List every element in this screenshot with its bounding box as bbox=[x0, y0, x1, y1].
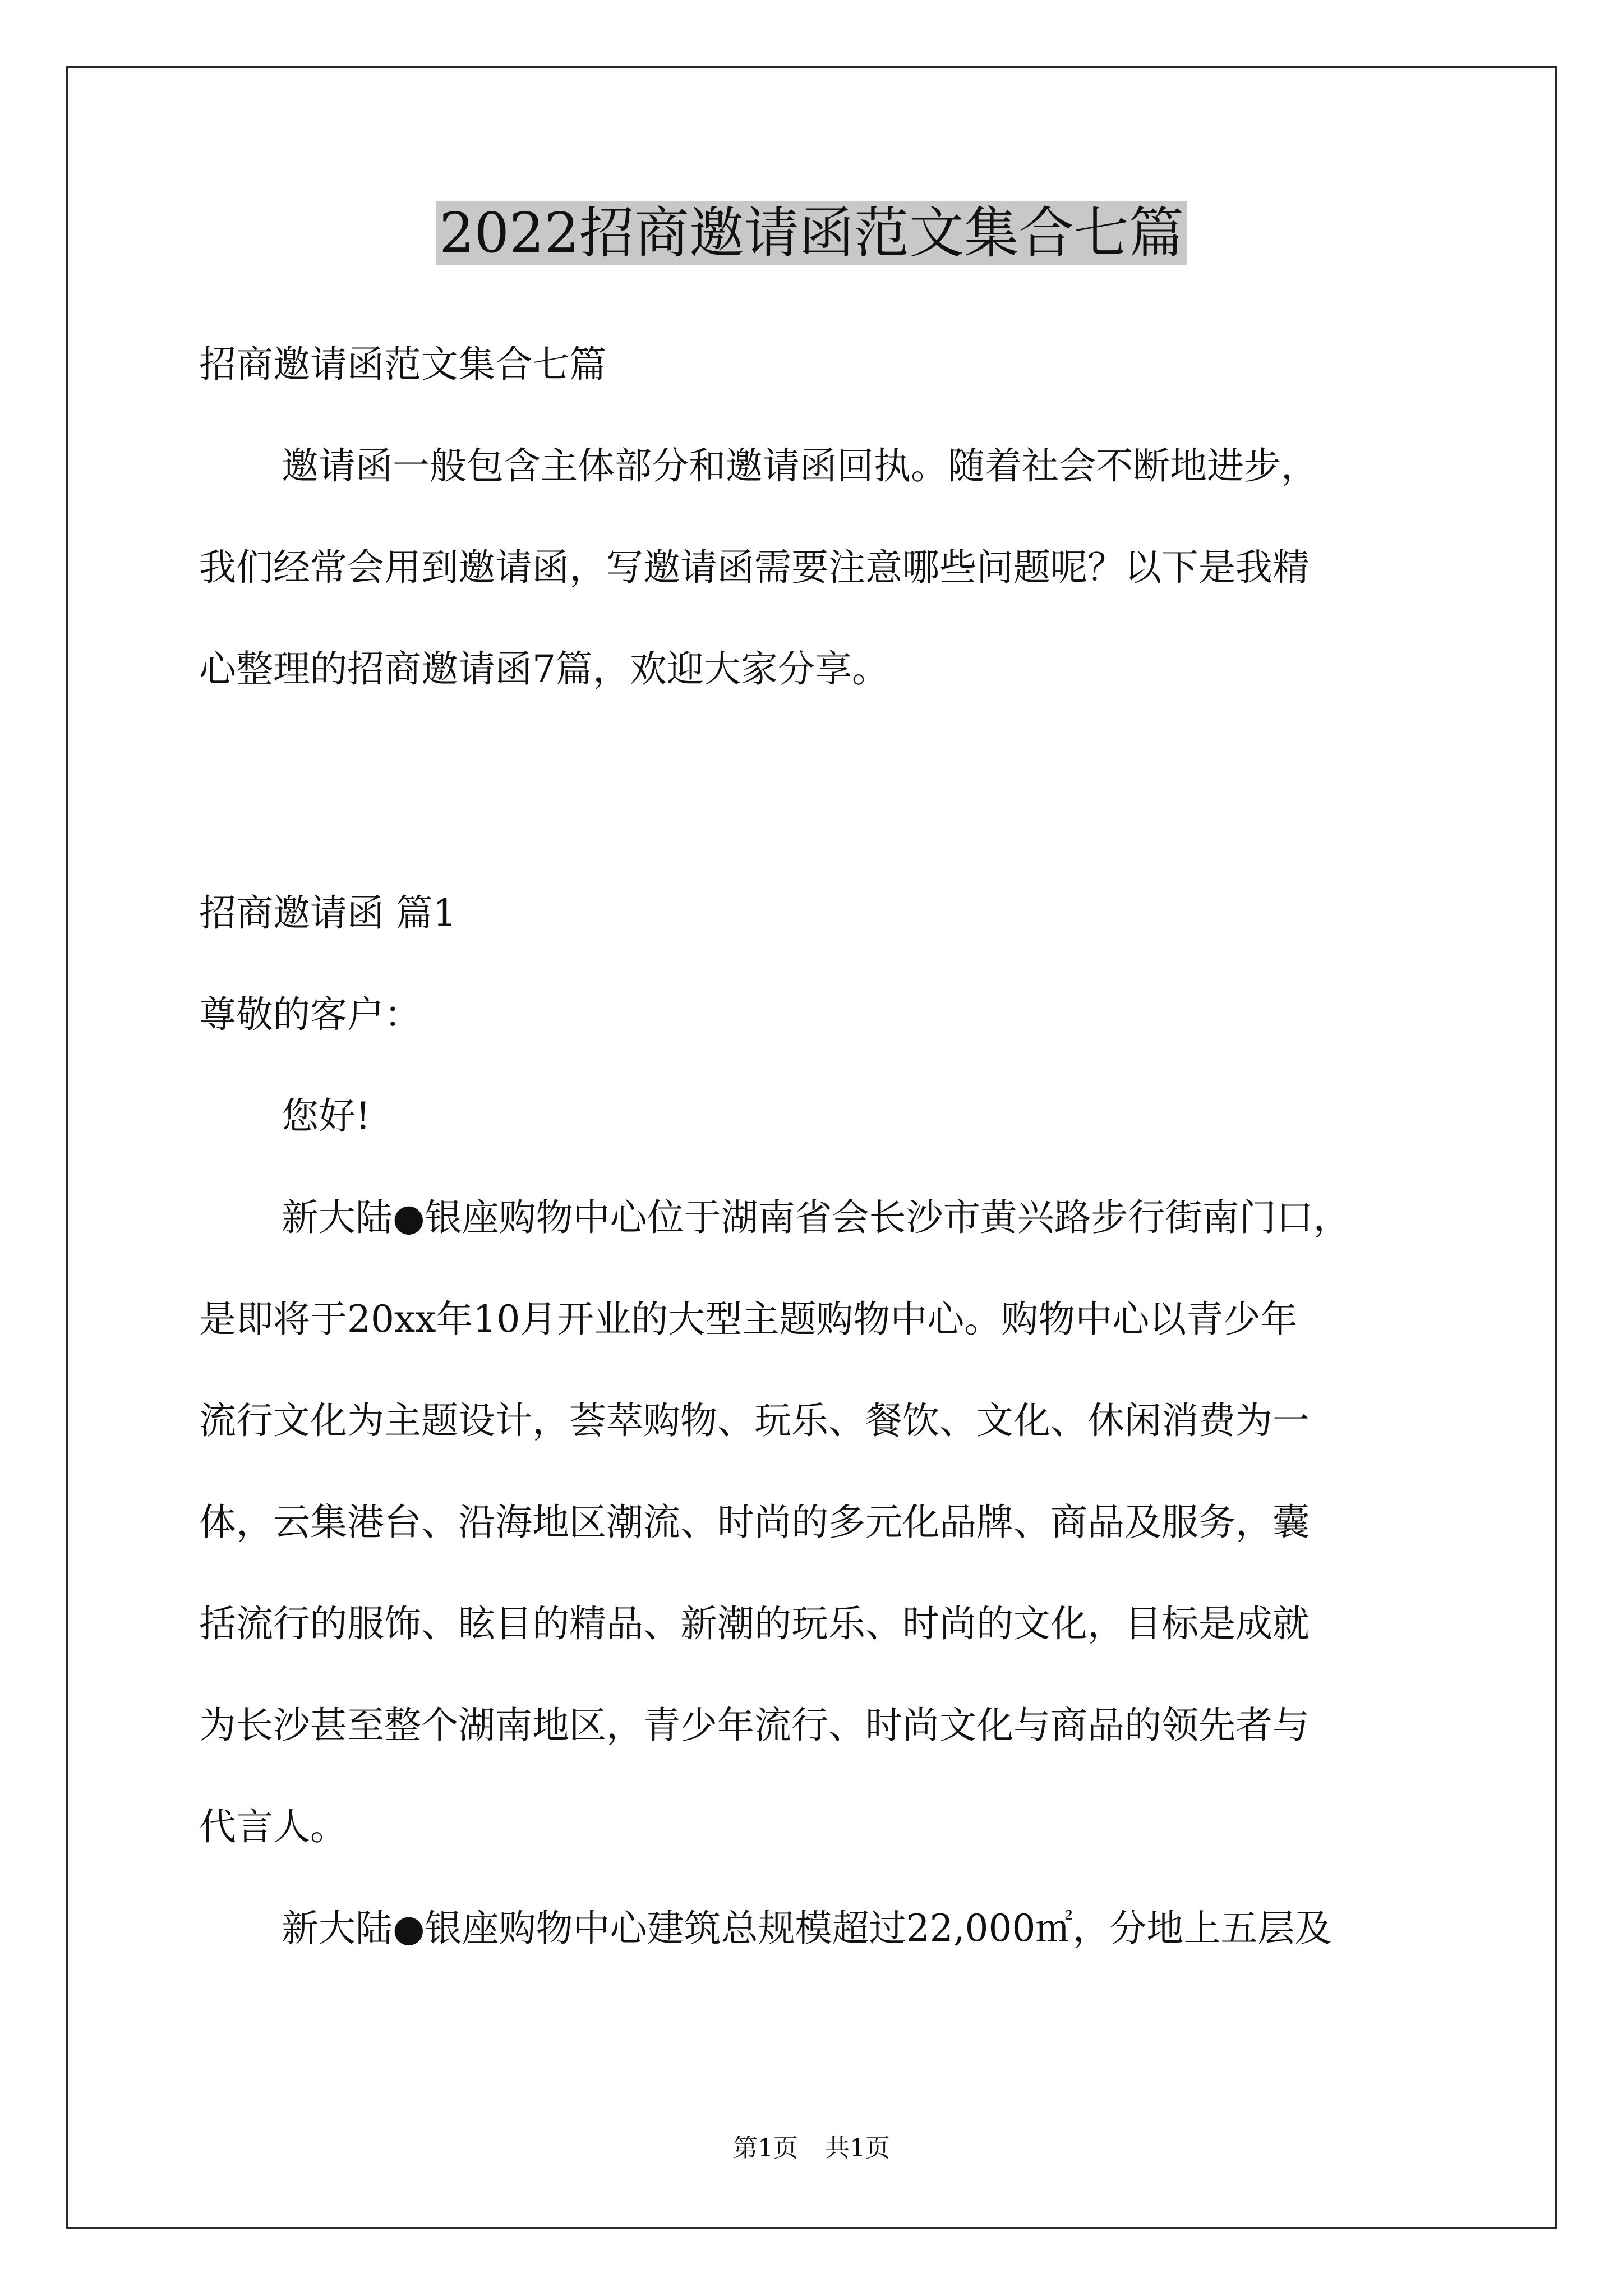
document-title-text: 2022招商邀请函范文集合七篇 bbox=[436, 201, 1187, 265]
intro-line-1: 邀请函一般包含主体部分和邀请函回执。随着社会不断地进步， bbox=[282, 444, 1318, 487]
subtitle-line: 招商邀请函范文集合七篇 bbox=[199, 343, 606, 386]
body-line-4: 体，云集港台、沿海地区潮流、时尚的多元化品牌、商品及服务，囊 bbox=[199, 1501, 1310, 1544]
body-line-1: 新大陆●银座购物中心位于湖南省会长沙市黄兴路步行街南门口， bbox=[282, 1196, 1350, 1239]
salutation: 尊敬的客户： bbox=[199, 993, 421, 1036]
page-footer bbox=[0, 2132, 1623, 2165]
intro-line-2: 我们经常会用到邀请函，写邀请函需要注意哪些问题呢？以下是我精 bbox=[199, 546, 1310, 589]
body-line-6: 为长沙甚至整个湖南地区，青少年流行、时尚文化与商品的领先者与 bbox=[199, 1704, 1310, 1747]
section-heading: 招商邀请函 篇1 bbox=[199, 891, 457, 935]
body-line-7: 代言人。 bbox=[199, 1805, 347, 1848]
page-number-total: 共1页 bbox=[825, 2134, 890, 2162]
body-line-8: 新大陆●银座购物中心建筑总规模超过22,000㎡，分地上五层及 bbox=[282, 1907, 1332, 1950]
greeting: 您好! bbox=[282, 1094, 371, 1138]
document-title bbox=[0, 194, 1623, 273]
intro-line-3: 心整理的招商邀请函7篇，欢迎大家分享。 bbox=[199, 647, 889, 691]
body-line-3: 流行文化为主题设计，荟萃购物、玩乐、餐饮、文化、休闲消费为一 bbox=[199, 1399, 1310, 1442]
body-line-2: 是即将于20xx年10月开业的大型主题购物中心。购物中心以青少年 bbox=[199, 1297, 1298, 1341]
body-line-5: 括流行的服饰、眩目的精品、新潮的玩乐、时尚的文化，目标是成就 bbox=[199, 1602, 1310, 1645]
page-number-current: 第1页 bbox=[733, 2134, 798, 2162]
